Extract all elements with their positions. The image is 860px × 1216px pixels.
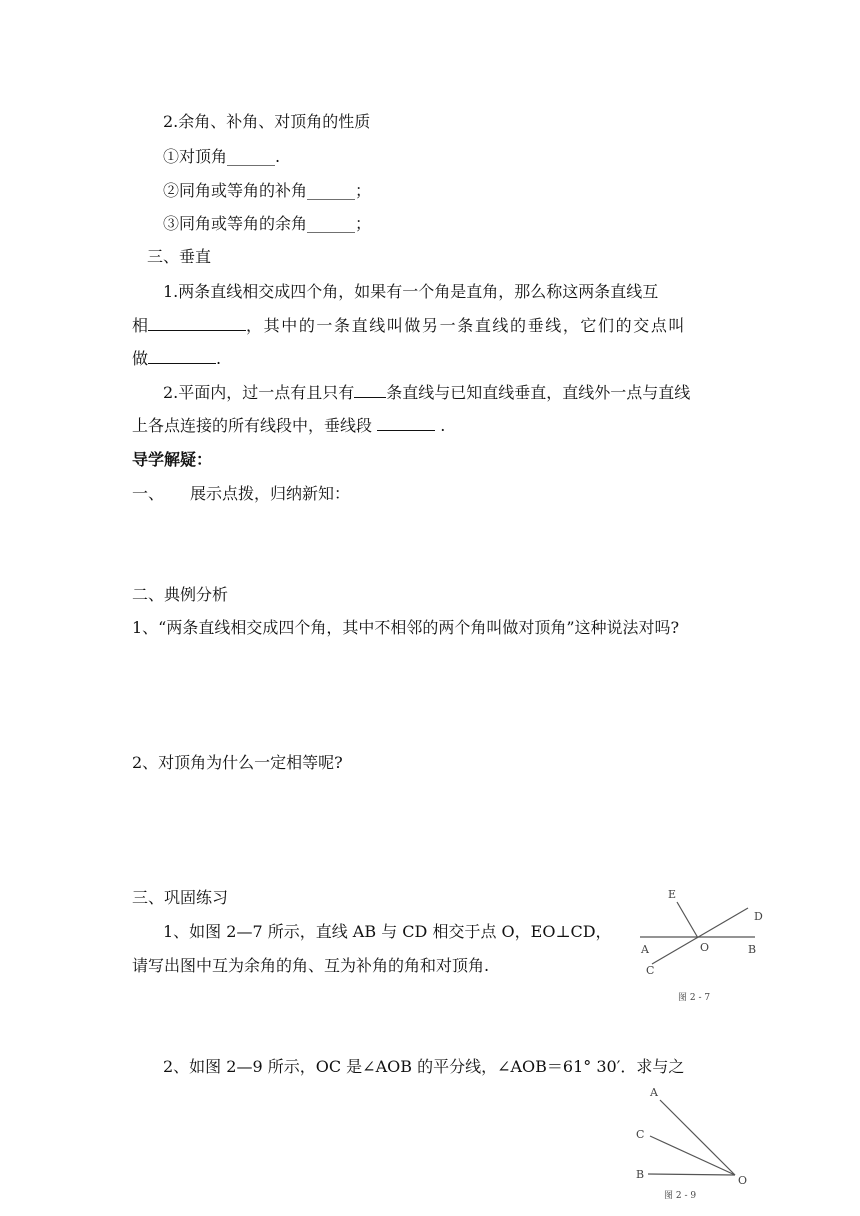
sec3-p1-line2 [132, 315, 686, 337]
label-b: B [748, 943, 757, 956]
text-fragment: ，其中的一条直线叫做另一条直线的垂线，它们的交点叫 [246, 316, 687, 335]
sec2-item2: ②同角或等角的补角______； [163, 181, 372, 200]
figure-caption: 图 2 - 7 [678, 993, 711, 1003]
figure-2-7 [630, 880, 780, 1010]
figure-caption: 图 2 - 9 [664, 1191, 697, 1201]
text-fragment: 2.平面内，过一点有且只有 [163, 383, 355, 402]
sec3-p1-line3 [132, 348, 221, 370]
example-q1: 1、“两条直线相交成四个角，其中不相邻的两个角叫做对顶角”这种说法对吗? [132, 618, 680, 637]
examples-title: 二、典例分析 [132, 585, 229, 604]
guide-part1-num: 一、 [132, 484, 165, 503]
guide-title: 导学解疑： [132, 450, 213, 469]
sec3-p2-line2 [132, 415, 445, 437]
example-q2: 2、对顶角为什么一定相等呢? [132, 753, 343, 772]
label-e: E [668, 888, 677, 901]
sec2-item3: ③同角或等角的余角______； [163, 214, 372, 233]
ray-ob [648, 1174, 735, 1175]
practice-title: 三、巩固练习 [132, 888, 229, 907]
label-a: A [650, 1086, 658, 1099]
label-o: O [700, 941, 710, 954]
answer-blank [148, 316, 246, 331]
answer-blank [377, 416, 435, 431]
text-fragment: 做 [132, 349, 149, 368]
sec3-p1-line1: 1.两条直线相交成四个角，如果有一个角是直角，那么称这两条直线互 [163, 282, 659, 301]
sec2-title: 2.余角、补角、对顶角的性质 [163, 112, 371, 131]
label-o: O [738, 1174, 748, 1187]
practice-q1-line1: 1、如图 2—7 所示，直线 AB 与 CD 相交于点 O，EO⊥CD， [163, 922, 612, 941]
practice-q2-line1: 2、如图 2—9 所示，OC 是∠AOB 的平分线，∠AOB＝61° 30′．求与之 [163, 1057, 685, 1076]
ray-oa [660, 1100, 735, 1175]
sec3-p2-line1 [163, 382, 690, 404]
text-fragment: . [440, 416, 446, 435]
label-c: C [646, 964, 655, 977]
answer-blank [148, 349, 216, 364]
ray-oc [650, 1136, 735, 1175]
figure-2-9 [630, 1080, 760, 1210]
text-fragment: 上各点连接的所有线段中，垂线段 [132, 416, 373, 435]
label-c: C [636, 1128, 645, 1141]
text-fragment: . [216, 349, 222, 368]
label-a: A [641, 943, 649, 956]
line-eo [677, 902, 698, 938]
label-b: B [636, 1168, 645, 1181]
answer-blank [354, 383, 386, 398]
sec3-title: 三、垂直 [147, 247, 212, 266]
text-fragment: 相 [132, 316, 149, 335]
practice-q1-line2: 请写出图中互为余角的角、互为补角的角和对顶角. [132, 956, 490, 975]
line-cd [652, 908, 748, 964]
label-d: D [754, 910, 763, 923]
text-fragment: 条直线与已知直线垂直，直线外一点与直线 [386, 383, 691, 402]
guide-part1-text: 展示点拨，归纳新知： [190, 484, 351, 503]
sec2-item1: ①对顶角______. [163, 147, 281, 166]
